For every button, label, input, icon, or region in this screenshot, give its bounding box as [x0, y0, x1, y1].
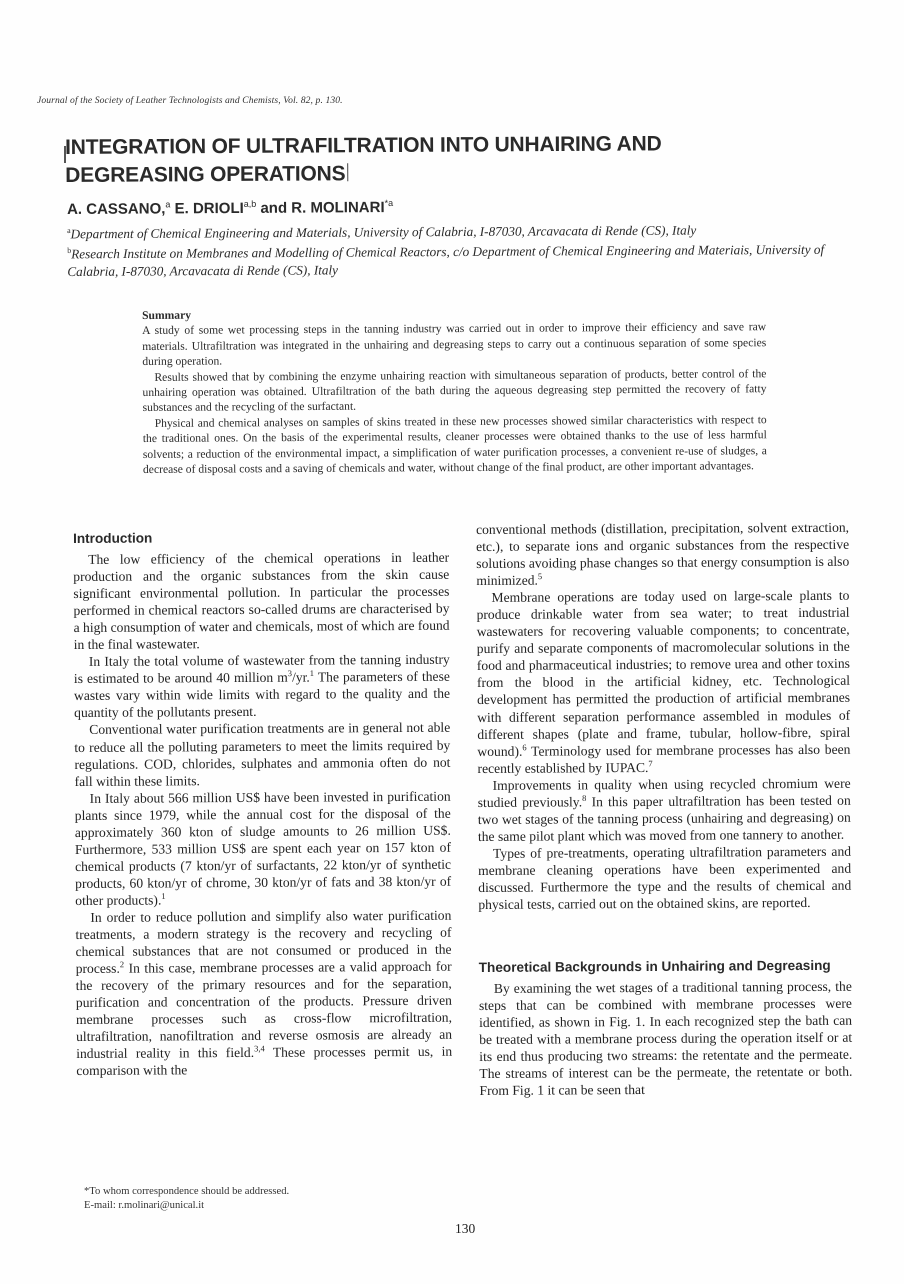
summary-paragraph: Results showed that by combining the enzyme unhairing reaction with simultaneous separation of products, better control of the unhairing operation was obtained. Ultrafiltration of the bath during the aqueous degreasing step permitted the recovery of fatty substances and the recycling of the surfactant. — [142, 366, 767, 415]
body-paragraph: Membrane operations are today used on large-scale plants to produce drinkable water from sea water; to treat industrial wastewaters for recovering valuable components; to concentrate, purify and separate components of macromolecular solutions in the food and pharmaceutical industries; to remove urea and other toxins from the blood in the artificial kidney, etc. Technological development has permitted the production of artificial membranes with different separation performance assembled in modules of different shapes (plate and frame, tubular, hollow-fibre, spiral wound).$^6$ Terminology used for membrane processes has also been recently established by IUPAC.$^7$ — [476, 587, 851, 776]
body-paragraph: Types of pre-treatments, operating ultrafiltration parameters and membrane cleaning operations have been experimented and discussed. Furthermore the type and the results of chemical and physical tests, carried out on the obtained skins, are reported. — [478, 843, 852, 913]
author-name: and R. MOLINARI — [256, 199, 385, 217]
body-paragraph: conventional methods (distillation, precipitation, solvent extraction, etc.), to separate ions and organic substances from the respective solutions avoiding phase changes so that energy consumption is also minimized.$^5$ — [476, 519, 850, 589]
footnote-email[interactable]: E-mail: r.molinari@unical.it — [84, 1200, 205, 1211]
author-affil-mark: *a — [384, 198, 394, 209]
author-name: E. DRIOLI — [170, 199, 244, 218]
summary-paragraph: A study of some wet processing steps in the tanning industry was carried out in order to improve their efficiency and save raw materials. Ultrafiltration was integrated in the unhairing and degreasing steps to carry out a continuous separation of some species during operation. — [142, 320, 767, 369]
affiliation: $^a$Department of Chemical Engineering and Materials, University of Calabria, I-87030, Arcavacata di Rende (CS), Italy — [67, 222, 697, 242]
footnote-line: *To whom correspondence should be addressed. — [84, 1186, 290, 1197]
page-number: 130 — [455, 1221, 476, 1236]
citation-ref[interactable]: 6 — [522, 741, 527, 752]
citation-ref[interactable]: 8 — [582, 792, 587, 803]
author-affil-mark: a,b — [243, 198, 257, 209]
paper-title — [65, 129, 825, 190]
citation-ref[interactable]: 2 — [119, 959, 125, 970]
title-line-1: INTEGRATION OF ULTRAFILTRATION INTO UNHAIRING AND — [65, 132, 662, 159]
citation-ref[interactable]: 3,4 — [254, 1043, 265, 1054]
author-name: A. CASSANO, — [67, 200, 166, 218]
body-paragraph: In Italy the total volume of wastewater from the tanning industry is estimated to be around 40 million $m^3/yr.^1$ The parameters of these wastes vary within wide limits with regard to the quality and the quantity of the pollutants present. — [73, 651, 451, 721]
title-line-2: DEGREASING OPERATIONS — [65, 157, 825, 190]
text-cursor — [347, 163, 348, 181]
left-column — [73, 528, 452, 1080]
right-column — [476, 519, 853, 1100]
journal-header: Journal of the Society of Leather Technologists and Chemists, Vol. 82, p. 130. — [37, 95, 343, 106]
summary-heading: Summary — [142, 308, 192, 322]
citation-ref[interactable]: 7 — [648, 758, 653, 769]
citation-ref[interactable]: 1 — [309, 668, 315, 679]
introduction-heading: Introduction — [73, 530, 153, 546]
citation-ref[interactable]: 1 — [161, 890, 166, 901]
summary-paragraph: Physical and chemical analyses on samples of skins treated in these new processes showed similar characteristics with respect to the traditional ones. On the basis of the experimental results, cleaner processes were obtained thanks to the use of less harmful solvents; a reduction of the environmental impact, a simplification of water purification processes, a convenient re-use of sludges, a decrease of disposal costs and a saving of chemicals and water, without change of the final product, are other important advantages. — [142, 413, 767, 477]
body-paragraph: In Italy about 566 million US$ have been invested in purification plants since 1979, while the annual cost for the disposal of the approximately 360 kton of sludge amounts to 26 million US$. Furthermore, 533 million US$ are spent each year on 157 kton of chemical products (7 kton/yr of surfactants, 22 kton/yr of synthetic products, 60 kton/yr of chrome, 30 kton/yr of fats and 38 kton/yr of other products).$^1$ — [74, 788, 452, 908]
summary-abstract — [142, 304, 767, 477]
affiliation: $^b$Research Institute on Membranes and Modelling of Chemical Reactors, c/o Department of Chemical Engineering and Materiais, University of Calabria, I-87030, Arcavacata di Rende (CS), Italy — [67, 242, 825, 279]
body-paragraph: The low efficiency of the chemical operations in leather production and the organic substances from the skin cause significant environmental pollution. In particular the processes performed in chemical reactors so-called drums are characterised by a high consumption of water and chemicals, most of which are found in the final wastewater. — [73, 549, 450, 653]
body-paragraph: By examining the wet stages of a traditional tanning process, the steps that can be combined with membrane processes were identified, as shown in Fig. 1. In each recognized step the bath can be treated with a membrane process during the operation itself or at its end thus producing two streams: the retentate and the permeate. The streams of interest can be the permeate, the retentate or both. From Fig. 1 it can be seen that — [478, 978, 853, 1099]
theory-heading: Theoretical Backgrounds in Unhairing and Degreasing — [478, 957, 831, 976]
citation-ref[interactable]: 5 — [537, 571, 543, 582]
correspondence-footnote — [84, 1185, 289, 1213]
affiliations — [67, 217, 837, 279]
author-affil-mark: a — [165, 199, 171, 210]
section-gap — [478, 911, 851, 959]
body-paragraph: In order to reduce pollution and simplify also water purification treatments, a modern strategy is the recovery and recycling of chemical substances that are not consumed or produced in the process.$^2$ In this case, membrane processes are a valid approach for the recovery of the primary resources and for the separation, purification and concentration of the products. Pressure driven membrane processes such as cross-flow microfiltration, ultrafiltration, nanofiltration and reverse osmosis are already an industrial reality in this field.$^{3,4}$ These processes permit us, in comparison with the — [75, 907, 453, 1079]
body-paragraph: Improvements in quality when using recycled chromium were studied previously.$^8$ In this paper ultrafiltration has been tested on two wet stages of the tanning process (unhairing and degreasing) on the same pilot plant which was moved from one tannery to another. — [477, 775, 851, 844]
body-paragraph: Conventional water purification treatments are in general not able to reduce all the polluting parameters to meet the limits required by regulations. COD, chlorides, sulphates and ammonia often do not fall within these limits. — [74, 720, 451, 789]
author-list — [67, 198, 393, 218]
